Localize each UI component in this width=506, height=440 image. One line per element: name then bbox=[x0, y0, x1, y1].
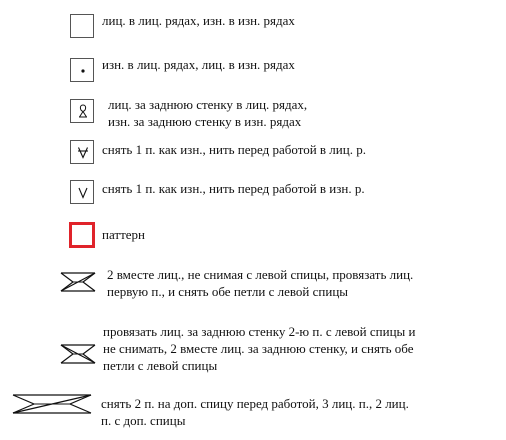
legend-item-4-text bbox=[102, 141, 366, 158]
legend-item-1-text bbox=[102, 12, 295, 29]
cross-2-stitch-right-icon bbox=[60, 344, 96, 364]
legend-line: паттерн bbox=[102, 227, 145, 242]
v-bar-icon bbox=[71, 141, 93, 163]
legend-item-3-text bbox=[108, 96, 307, 130]
pattern-red-square-icon bbox=[69, 222, 95, 248]
cross-2-stitch-left-icon bbox=[60, 272, 96, 292]
legend-line: 2 вместе лиц., не снимая с левой спицы, провязать лиц. bbox=[107, 267, 414, 282]
legend-line: изн. за заднюю стенку в изн. рядах bbox=[108, 114, 302, 129]
legend-line: петли с левой спицы bbox=[103, 358, 218, 373]
twisted-loop-icon bbox=[71, 100, 93, 122]
legend-item-7-text bbox=[107, 266, 413, 300]
empty-square-icon bbox=[70, 14, 94, 38]
legend-item-8-text bbox=[103, 323, 415, 374]
cable-2-over-2-icon bbox=[12, 394, 92, 414]
v-icon bbox=[71, 181, 93, 203]
legend-line: провязать лиц. за заднюю стенку 2-ю п. с левой спицы и bbox=[103, 324, 416, 339]
twisted-stitch-square-icon bbox=[70, 99, 94, 123]
legend-item-6-text bbox=[102, 226, 145, 243]
legend-line: не снимать, 2 вместе лиц. за заднюю стенку, и снять обе bbox=[103, 341, 414, 356]
legend-line: п. с доп. спицы bbox=[101, 413, 186, 428]
dot-square-icon bbox=[70, 58, 94, 82]
legend-line: снять 1 п. как изн., нить перед работой в лиц. р. bbox=[102, 142, 366, 157]
slip-stitch-yarn-front-square-icon bbox=[70, 140, 94, 164]
legend-line: снять 2 п. на доп. спицу перед работой, 3 лиц. п., 2 лиц. bbox=[101, 396, 409, 411]
legend-line: лиц. за заднюю стенку в лиц. рядах, bbox=[108, 97, 308, 112]
legend-item-2-text bbox=[102, 56, 295, 73]
legend-item-5-text bbox=[102, 180, 365, 197]
legend-line: изн. в лиц. рядах, лиц. в изн. рядах bbox=[102, 57, 295, 72]
legend-line: первую п., и снять обе петли с левой спицы bbox=[107, 284, 349, 299]
legend-line: лиц. в лиц. рядах, изн. в изн. рядах bbox=[102, 13, 295, 28]
legend-line: снять 1 п. как изн., нить перед работой в изн. р. bbox=[102, 181, 365, 196]
dot-icon bbox=[71, 59, 93, 81]
slip-stitch-square-icon bbox=[70, 180, 94, 204]
legend-item-9-text bbox=[101, 395, 409, 429]
